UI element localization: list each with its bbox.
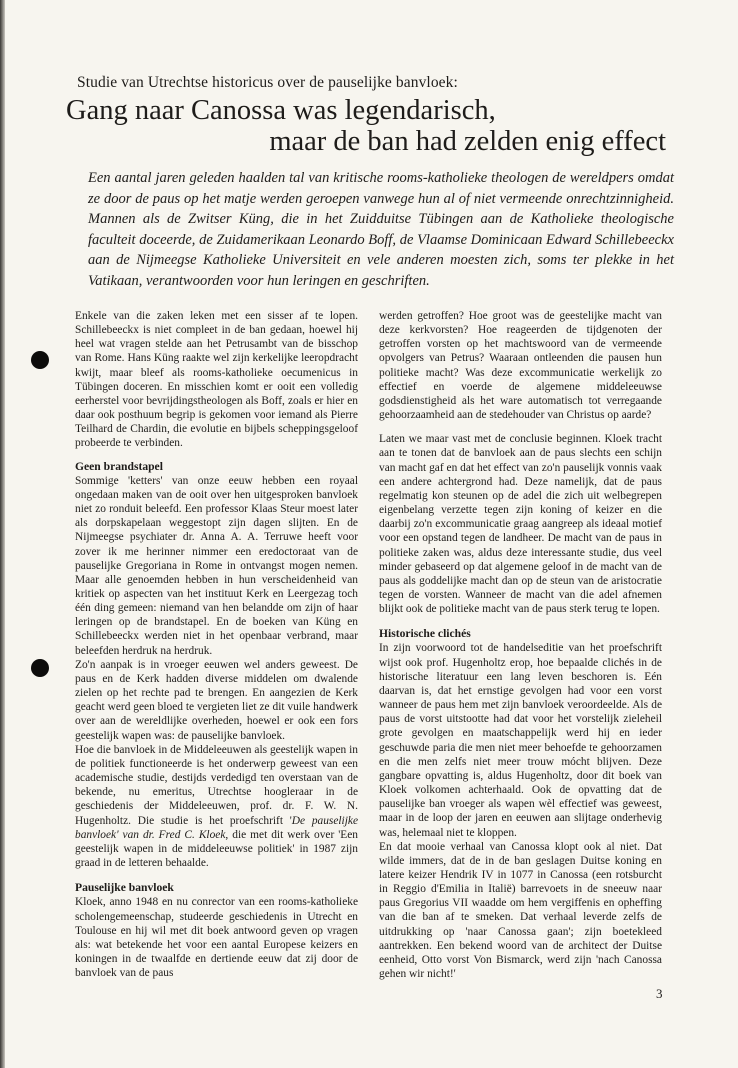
headline-line-2: maar de ban had zelden enig effect	[269, 126, 666, 157]
book-title: De pauselijke banvloek' van dr. Fred C. Kloek	[75, 814, 358, 841]
punch-hole-top	[31, 351, 49, 369]
text-run: , die met dit werk over 'Een geestelijk wapen in de middeleeuwse politiek' in 1987 zijn graad in de letteren behaalde.	[75, 828, 358, 869]
paragraph: Enkele van die zaken leken met een sisser af te lopen. Schillebeeckx is niet compleet in de ban gedaan, hoewel hij heel wat vragen stelde aan het Petrusambt van de bisschop van Rome. Hans Küng raakte wel zijn kerkelijke leeropdracht kwijt, maar bleef als rooms-katholieke oecumenicus in Tübingen doceren. En misschien komt er ooit een volledig eerherstel voor bevrijdingstheologen als Boff, zoals er hier en daar ook posthuum begrip is gekomen voor iemand als Pierre Teilhard de Chardin, die evolutie en bijbels scheppingsgeloof probeerde te verbinden.	[75, 310, 358, 450]
paragraph: Zo'n aanpak is in vroeger eeuwen wel anders geweest. De paus en de Kerk hadden diverse middelen om dwalende zielen op het rechte pad te brengen. En aangezien de Kerk geacht werd geen bloed te vergieten liet ze dit vuile handwerk over aan de wereldlijke overheden, hoewel er ook een fors geestelijk wapen was: de pauselijke banvloek.	[75, 658, 358, 742]
paragraph: Sommige 'ketters' van onze eeuw hebben een royaal ongedaan maken van de ooit over hen uitgesproken banvloek niet zo ronduit beleefd. Een professor Klaas Steur moest later als dorpskapelaan weggestopt zijn dagen slijten. En de Nijmeegse psychiater dr. Anna A. A. Terruwe heeft voor zover ik me herinner nimmer een eredoctoraat van de pauselijke Gregoriana in Rome in ontvangst mogen nemen. Maar alle genoemden hebben in hun verscheidenheid van kritiek op aspecten van het instituut Kerk en Leergezag toch één ding gemeen: niemand van hen belandde om zijn of haar leringen op de brandstapel. En de boeken van Küng en Schillebeeckx werden niet in het openbaar verbrand, maar beleefden herdruk na herdruk.	[75, 474, 358, 657]
headline-line-1: Gang naar Canossa was legendarisch,	[66, 95, 496, 126]
text-run: Hoe die banvloek in de Middeleeuwen als geestelijk wapen in de politiek functioneerde is het onderwerp geweest van een academische studie, destijds verdedigd ten overstaan van de bekende, nu emeritus, Utrechtse hoogleraar in de geschiedenis der Middeleeuwen, prof. dr. F. W. N. Hugenholtz. Die studie is het proefschrift '	[75, 743, 358, 827]
page-number: 3	[656, 986, 663, 1001]
section-heading: Geen brandstapel	[75, 459, 163, 473]
paragraph: In zijn voorwoord tot de handelseditie van het proefschrift wijst ook prof. Hugenholtz erop, hoe bepaalde clichés in de historische literatuur een lang leven beschoren is. Eén daarvan is, dat het ernstige gevolgen had voor een vorst wanneer de paus hem met zijn banvloek veroordeelde. Als de paus de vorst uitstootte had dat voor het vorstelijk zieleheil grote gevolgen en maatschappelijk werd hij en ieder geschuwde paria die men niet meer behoefde te gehoorzamen en die men zelfs niet meer trouw mócht blijven. Deze gangbare opvatting is, aldus Hugenholtz, door dit boek van Kloek volkomen achterhaald. Ook de opvatting dat de pauselijke ban vroeger als wapen wèl effectief was geweest, maar in de loop der jaren en eeuwen aan slijtage onderhevig was, helemaal niet te kloppen.	[379, 642, 662, 839]
article-headline	[66, 95, 666, 157]
paragraph: Laten we maar vast met de conclusie beginnen. Kloek tracht aan te tonen dat de banvloek aan de paus slechts een schijn van macht gaf en dat het effect van zo'n pauselijk vonnis vaak een andere achtergrond had. Deze namelijk, dat de paus regelmatig kon steunen op de adel die zich uit welbegrepen eigenbelang verzette tegen zijn koning of keizer en die daarbij zo'n excommunicatie graag aangreep als ideaal motief voor een opstand tegen de landheer. De macht van de paus in politieke zaken was, aldus deze interessante studie, dus veel minder gebaseerd op dat algemene geloof in de macht van de paus als goddelijke macht dan op de steun van de aristocratie tegen de vorsten. Wanneer de macht van die adel afnemen blijkt ook de politieke macht van de paus sterk terug te lopen.	[379, 433, 662, 616]
punch-hole-bottom	[31, 659, 49, 677]
paragraph: En dat mooie verhaal van Canossa klopt ook al niet. Dat wilde immers, dat de in de ban geslagen Duitse koning en latere keizer Hendrik IV in 1077 in Canossa (een rotsburcht in Reggio d'Emilia in Italië) barrevoets in de sneeuw naar paus Gregorius VII waadde om hem vergiffenis en opheffing van die ban af te smeken. Dat verhaal leverde zelfs de uitdrukking op 'naar Canossa gaan'; zijn boetekleed aantrekken. Een bekend woord van de architect der Duitse eenheid, Otto vorst Von Bismarck, werd zijn 'nach Canossa gehen wir nicht!'	[379, 840, 662, 981]
article-kicker: Studie van Utrechtse historicus over de pauselijke banvloek:	[77, 74, 458, 91]
paragraph	[75, 743, 358, 870]
section-heading: Pauselijke banvloek	[75, 881, 174, 895]
paragraph: werden getroffen? Hoe groot was de geestelijke macht van deze kerkvorsten? Hoe reageerden de tijdgenoten der getroffen vorsten op het machtswoord van de vermeende opvolgers van Petrus? Waaraan ontleenden die pausen hun politieke macht? Was deze excommunicatie werkelijk zo effectief en voerde de algemene middeleeuwse godsdienstigheid als het ware automatisch tot verregaande gehoorzaamheid aan de stedehouder van Christus op aarde?	[379, 310, 662, 422]
section-heading: Historische clichés	[379, 627, 471, 641]
body-column-left	[75, 309, 358, 980]
paragraph: Kloek, anno 1948 en nu conrector van een rooms-katholieke scholengemeenschap, studeerde geschiedenis in Utrecht en Toulouse en hij wil met dit boek antwoord geven op vragen als: wat betekende het voor een aantal Europese keizers en koningen in de twaalfde en dertiende eeuw dat zij door de banvloek van de paus	[75, 896, 358, 980]
page-edge-shadow	[0, 0, 5, 1068]
article-lead: Een aantal jaren geleden haalden tal van kritische rooms-katholieke theologen de wereldpers omdat ze door de paus op het matje werden geroepen vanwege hun al of niet vermeende onrechtzinnigheid. Mannen als de Zwitser Küng, die in het Zuidduitse Tübingen aan de Katholieke theologische faculteit doceerde, de Zuidamerikaan Leonardo Boff, de Vlaamse Dominicaan Edward Schillebeeckx aan de Nijmeegse Katholieke Universiteit en vele anderen moesten zich, soms ter plekke in het Vatikaan, verantwoorden voor hun leringen en geschriften.	[88, 170, 674, 289]
body-column-right	[379, 309, 662, 981]
